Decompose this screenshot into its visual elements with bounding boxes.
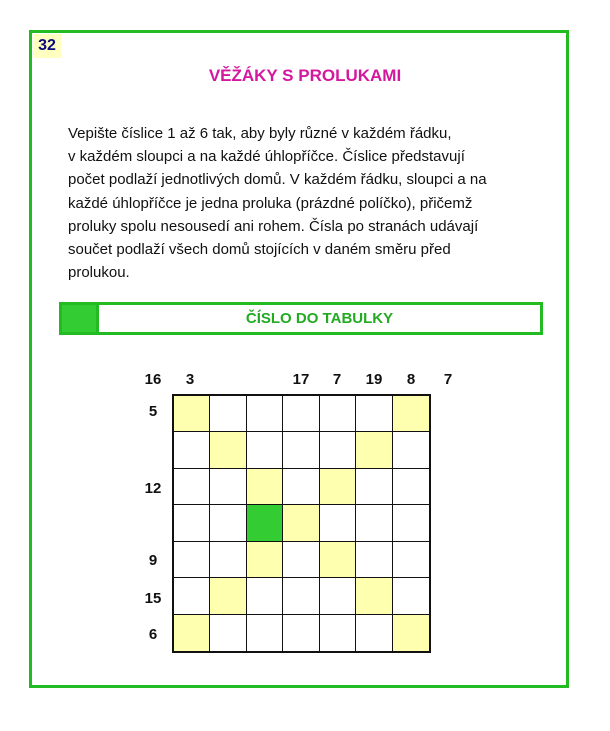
grid-cell[interactable] — [393, 542, 429, 578]
instruction-line: každé úhlopříčce je jedna proluka (prázdné políčko), přičemž — [68, 194, 473, 212]
grid-cell[interactable] — [320, 432, 356, 468]
puzzle-number: 32 — [33, 34, 61, 58]
grid-cell-diagonal[interactable] — [393, 396, 429, 432]
puzzle-title: VĚŽÁKY S PROLUKAMI — [208, 66, 402, 85]
grid-cell[interactable] — [283, 542, 319, 578]
clue-left-row-3: 12 — [144, 480, 162, 497]
grid-cell-diagonal[interactable] — [356, 432, 392, 468]
grid-cell[interactable] — [283, 396, 319, 432]
clue-top-col-6: 19 — [365, 371, 383, 388]
grid-cell[interactable] — [356, 542, 392, 578]
grid-cell-given[interactable] — [247, 505, 283, 541]
grid-cell[interactable] — [320, 615, 356, 651]
instruction-line: součet podlaží všech domů stojících v daném směru před — [68, 241, 451, 259]
grid-cell[interactable] — [247, 615, 283, 651]
answer-input-box[interactable] — [62, 305, 99, 332]
answer-bar — [59, 302, 543, 335]
grid-cell-diagonal[interactable] — [320, 469, 356, 505]
clue-top-col-5: 7 — [332, 371, 342, 388]
puzzle-grid — [172, 394, 431, 653]
grid-cell-diagonal[interactable] — [283, 505, 319, 541]
grid-cell[interactable] — [356, 469, 392, 505]
grid-cell[interactable] — [283, 432, 319, 468]
grid-cell-diagonal[interactable] — [247, 469, 283, 505]
instruction-line: počet podlaží jednotlivých domů. V každém řádku, sloupci a na — [68, 171, 487, 189]
grid-cell[interactable] — [393, 578, 429, 614]
grid-cell-diagonal[interactable] — [320, 542, 356, 578]
grid-cell[interactable] — [210, 469, 246, 505]
grid-cell[interactable] — [247, 432, 283, 468]
grid-cell[interactable] — [283, 578, 319, 614]
grid-cell[interactable] — [210, 505, 246, 541]
grid-cell[interactable] — [283, 615, 319, 651]
instruction-line: v každém sloupci a na každé úhlopříčce. Číslice představují — [68, 148, 465, 166]
grid-cell[interactable] — [210, 615, 246, 651]
instructions — [68, 122, 538, 284]
grid-cell[interactable] — [210, 396, 246, 432]
clue-left-row-1: 5 — [148, 403, 158, 420]
instruction-line: prolukou. — [68, 264, 130, 282]
clue-top-col-7: 8 — [406, 371, 416, 388]
grid-cell-diagonal[interactable] — [210, 578, 246, 614]
grid-cell[interactable] — [247, 396, 283, 432]
clue-left-row-5: 9 — [148, 552, 158, 569]
clue-left-row-6: 15 — [144, 590, 162, 607]
grid-cell-diagonal[interactable] — [247, 542, 283, 578]
grid-cell[interactable] — [356, 396, 392, 432]
grid-cell-diagonal[interactable] — [174, 615, 210, 651]
grid-cell-diagonal[interactable] — [393, 615, 429, 651]
grid-cell[interactable] — [320, 396, 356, 432]
grid-cell[interactable] — [320, 505, 356, 541]
grid-cell[interactable] — [174, 505, 210, 541]
answer-label: ČÍSLO DO TABULKY — [245, 310, 394, 327]
clue-top-col-4: 17 — [292, 371, 310, 388]
instruction-line: Vepište číslice 1 až 6 tak, aby byly různé v každém řádku, — [68, 125, 452, 142]
grid-cell-diagonal[interactable] — [174, 396, 210, 432]
grid-cell[interactable] — [393, 505, 429, 541]
grid-cell[interactable] — [356, 505, 392, 541]
instruction-line: proluky spolu nesousedí ani rohem. Čísla po stranách udávají — [68, 217, 479, 235]
clue-diagonal-top-left: 16 — [144, 371, 162, 388]
grid-cell[interactable] — [210, 542, 246, 578]
grid-cell[interactable] — [393, 469, 429, 505]
clue-diagonal-top-right: 7 — [443, 371, 453, 388]
grid-cell[interactable] — [174, 542, 210, 578]
grid-cell[interactable] — [247, 578, 283, 614]
grid-cell-diagonal[interactable] — [356, 578, 392, 614]
clue-left-row-7: 6 — [148, 626, 158, 643]
grid-cell[interactable] — [174, 469, 210, 505]
clue-top-col-1: 3 — [185, 371, 195, 388]
grid-cell[interactable] — [356, 615, 392, 651]
grid-cell[interactable] — [174, 432, 210, 468]
grid-cell[interactable] — [393, 432, 429, 468]
grid-cell[interactable] — [174, 578, 210, 614]
grid-cell-diagonal[interactable] — [210, 432, 246, 468]
grid-cell[interactable] — [320, 578, 356, 614]
grid-cell[interactable] — [283, 469, 319, 505]
